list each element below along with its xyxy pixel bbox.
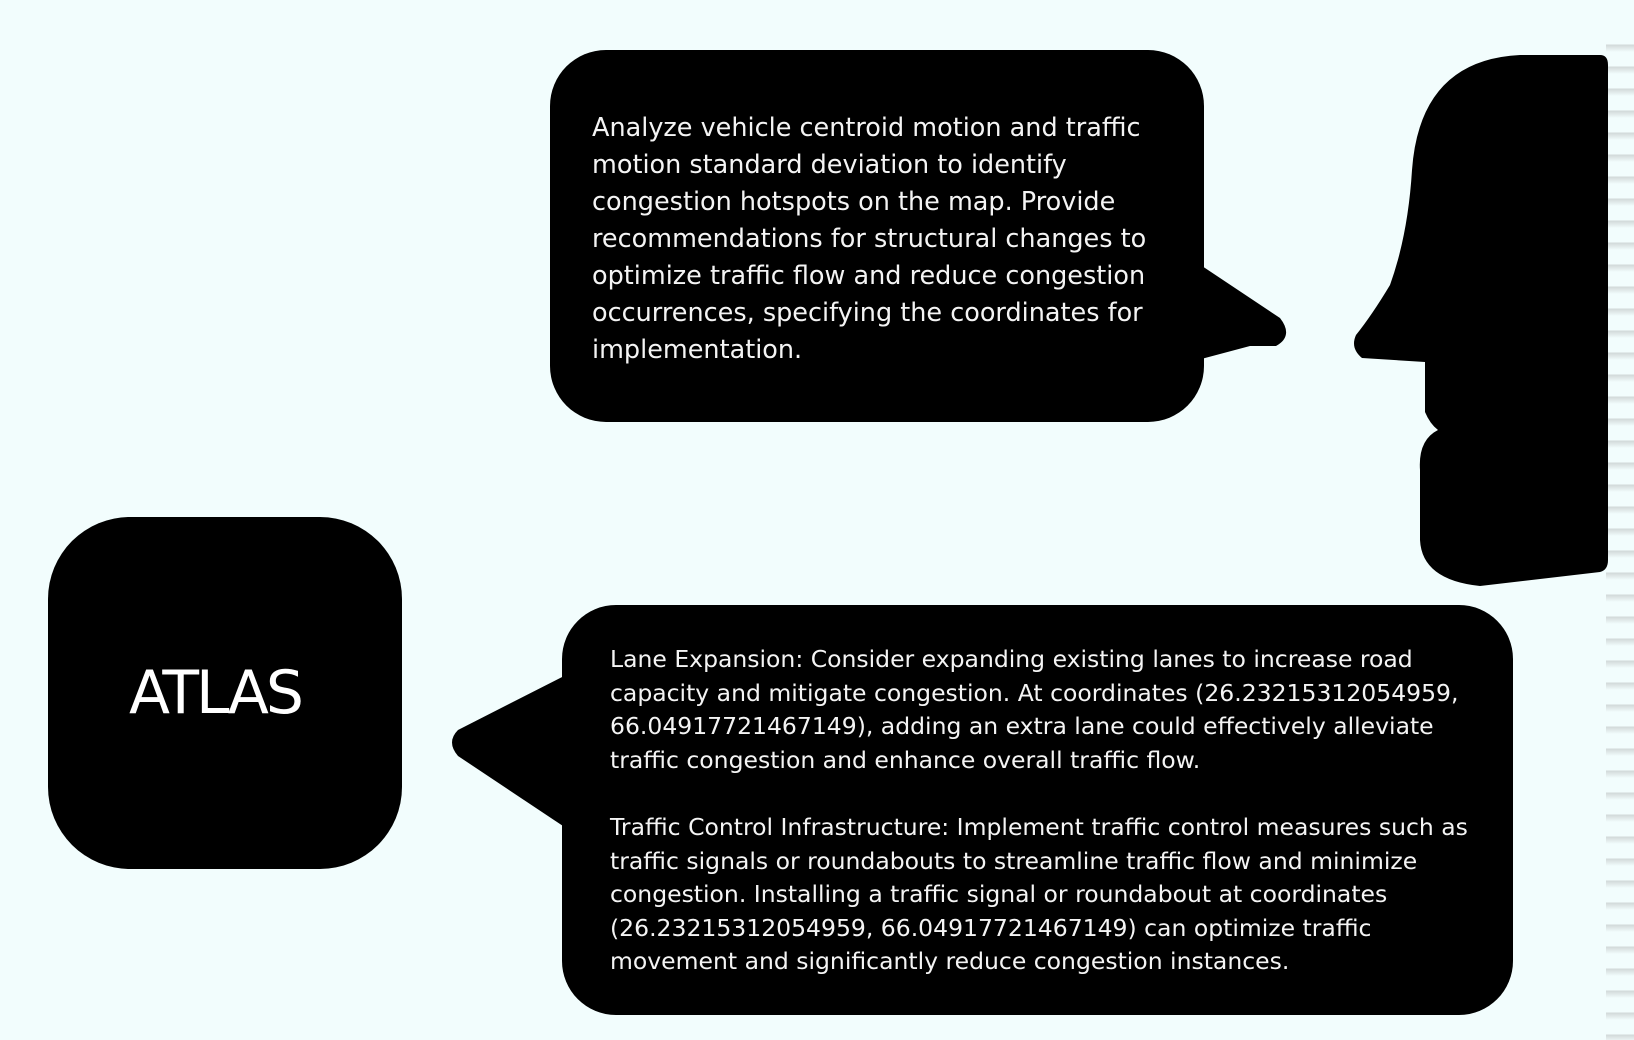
answer-paragraph-lane-expansion: Lane Expansion: Consider expanding existing lanes to increase road capacity and mitigate congestion. At coordinates (26.23215312054959, 66.04917721467149), adding an extra lane could effectively alleviate traffic congestion and enhance overall traffic flow. <box>610 645 1459 774</box>
atlas-avatar <box>48 517 402 869</box>
answer-paragraph-traffic-control: Traffic Control Infrastructure: Implement traffic control measures such as traffic signals or roundabouts to streamline traffic flow and minimize congestion. Installing a traffic signal or roundabout at coordinates (26.23215312054959, 66.04917721467149) can optimize traffic movement and significantly reduce congestion instances. <box>610 813 1468 975</box>
answer-bubble-tail <box>452 672 572 832</box>
prompt-bubble-tail <box>1190 258 1286 362</box>
human-head-silhouette-icon <box>1354 55 1608 586</box>
prompt-text: Analyze vehicle centroid motion and traffic motion standard deviation to identify congestion hotspots on the map. Provide recommendations for structural changes to optimize traffic flow and reduce congestion occurrences, specifying the coordinates for implementation. <box>592 113 1147 365</box>
atlas-label: ATLAS <box>129 658 301 728</box>
prompt-bubble <box>550 50 1204 422</box>
answer-bubble <box>562 605 1513 1015</box>
